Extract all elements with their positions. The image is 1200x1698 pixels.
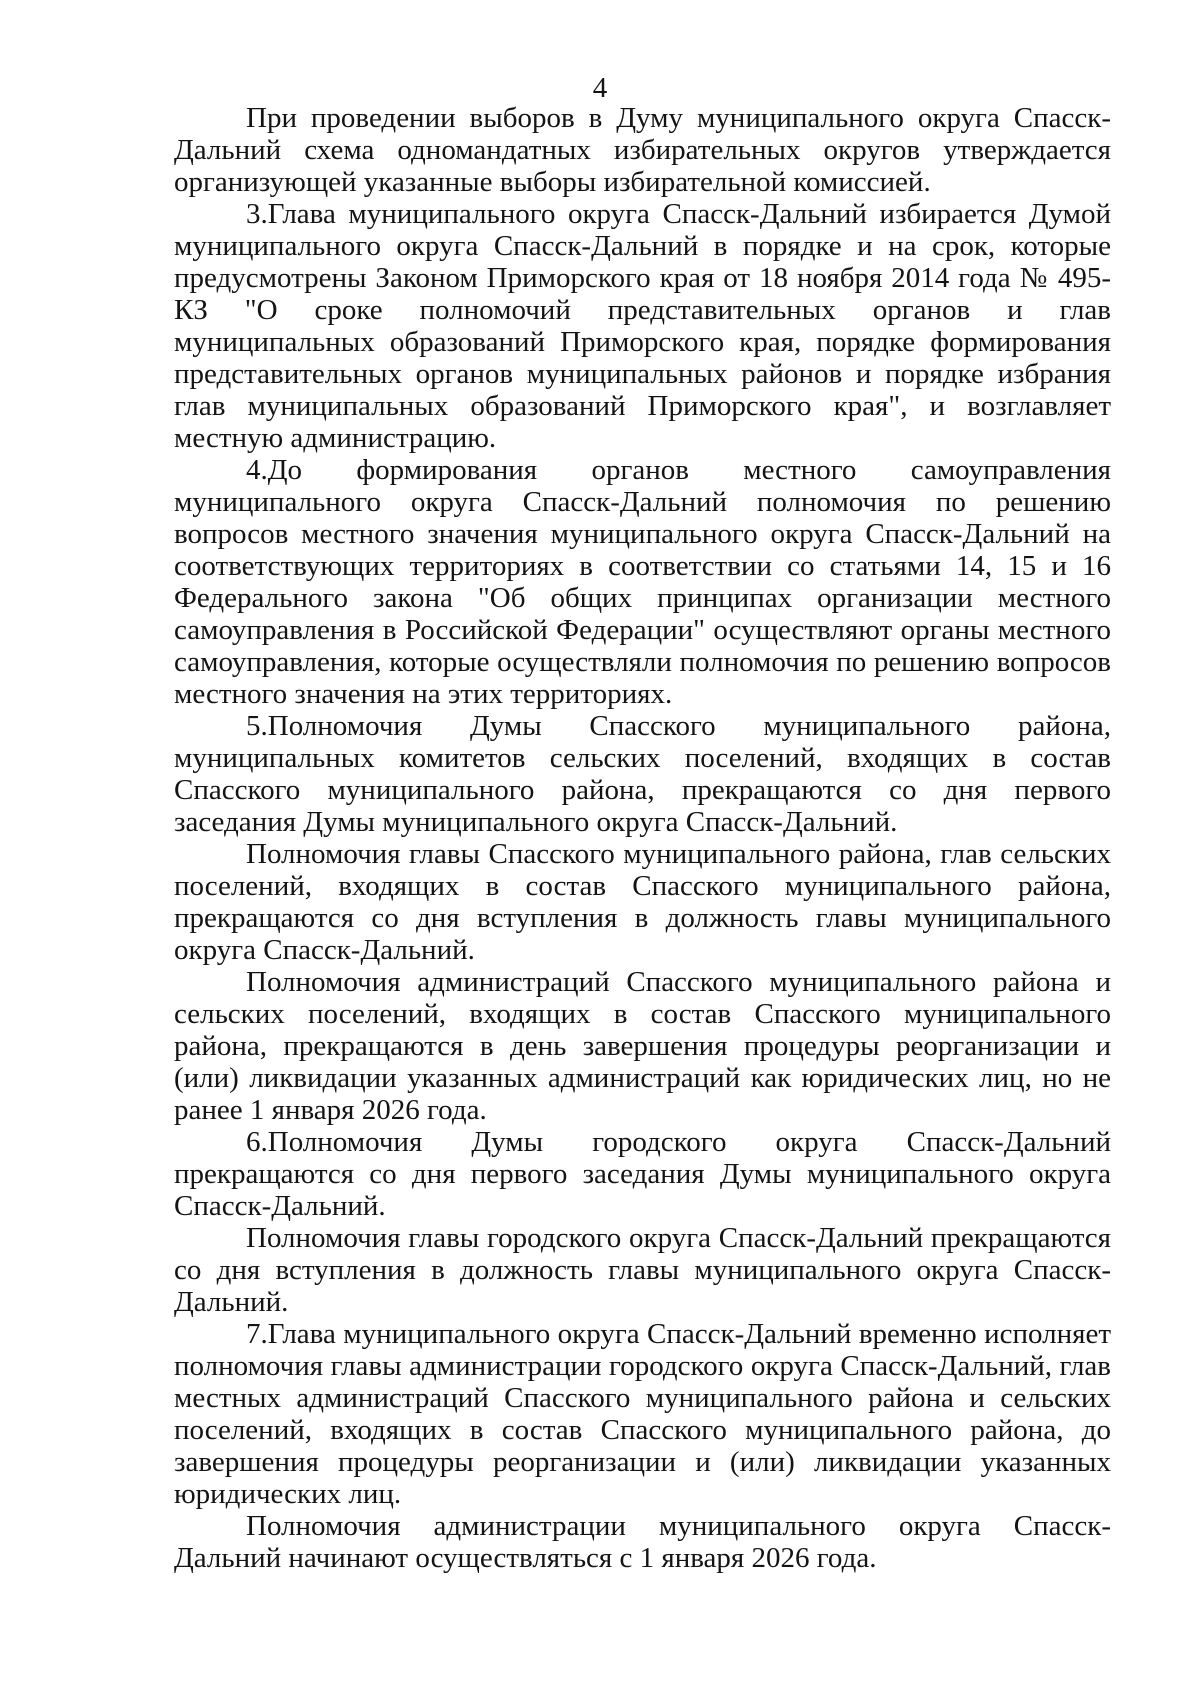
- paragraph-5-duma-termination: 5.Полномочия Думы Спасского муниципального района, муниципальных комитетов сельских поселений, входящих в состав Спасского муниципального района, прекращаются со дня первого заседания Думы муниципального округа Спасск-Дальний.: [174, 710, 1111, 838]
- document-body: [174, 102, 1111, 1574]
- paragraph-7-administration-start: Полномочия администрации муниципального округа Спасск-Дальний начинают осуществляться с 1 января 2026 года.: [174, 1510, 1111, 1574]
- paragraph-5-heads-termination: Полномочия главы Спасского муниципального района, глав сельских поселений, входящих в состав Спасского муниципального района, прекращаются со дня вступления в должность главы муниципального округа Спасск-Дальний.: [174, 838, 1111, 966]
- paragraph-4-transitional-powers: 4.До формирования органов местного самоуправления муниципального округа Спасск-Дальний полномочия по решению вопросов местного значения муниципального округа Спасск-Дальний на соответствующих территориях в соответствии со статьями 14, 15 и 16 Федерального закона "Об общих принципах организации местного самоуправления в Российской Федерации" осуществляют органы местного самоуправления, которые осуществляли полномочия по решению вопросов местного значения на этих территориях.: [174, 454, 1111, 710]
- paragraph-6-city-head-termination: Полномочия главы городского округа Спасск-Дальний прекращаются со дня вступления в должность главы муниципального округа Спасск-Дальний.: [174, 1222, 1111, 1318]
- paragraph-3-head-election: 3.Глава муниципального округа Спасск-Дальний избирается Думой муниципального округа Спасск-Дальний в порядке и на срок, которые предусмотрены Законом Приморского края от 18 ноября 2014 года № 495-КЗ "О сроке полномочий представительных органов и глав муниципальных образований Приморского края, порядке формирования представительных органов муниципальных районов и порядке избрания глав муниципальных образований Приморского края", и возглавляет местную администрацию.: [174, 198, 1111, 454]
- paragraph-election-scheme: При проведении выборов в Думу муниципального округа Спасск-Дальний схема одномандатных избирательных округов утверждается организующей указанные выборы избирательной комиссией.: [174, 102, 1111, 198]
- page-number: 4: [592, 72, 608, 104]
- paragraph-6-city-duma-termination: 6.Полномочия Думы городского округа Спасск-Дальний прекращаются со дня первого заседания Думы муниципального округа Спасск-Дальний.: [174, 1126, 1111, 1222]
- paragraph-7-acting-head: 7.Глава муниципального округа Спасск-Дальний временно исполняет полномочия главы администрации городского округа Спасск-Дальний, глав местных администраций Спасского муниципального района и сельских поселений, входящих в состав Спасского муниципального района, до завершения процедуры реорганизации и (или) ликвидации указанных юридических лиц.: [174, 1318, 1111, 1510]
- paragraph-5-administrations-termination: Полномочия администраций Спасского муниципального района и сельских поселений, входящих в состав Спасского муниципального района, прекращаются в день завершения процедуры реорганизации и (или) ликвидации указанных администраций как юридических лиц, но не ранее 1 января 2026 года.: [174, 966, 1111, 1126]
